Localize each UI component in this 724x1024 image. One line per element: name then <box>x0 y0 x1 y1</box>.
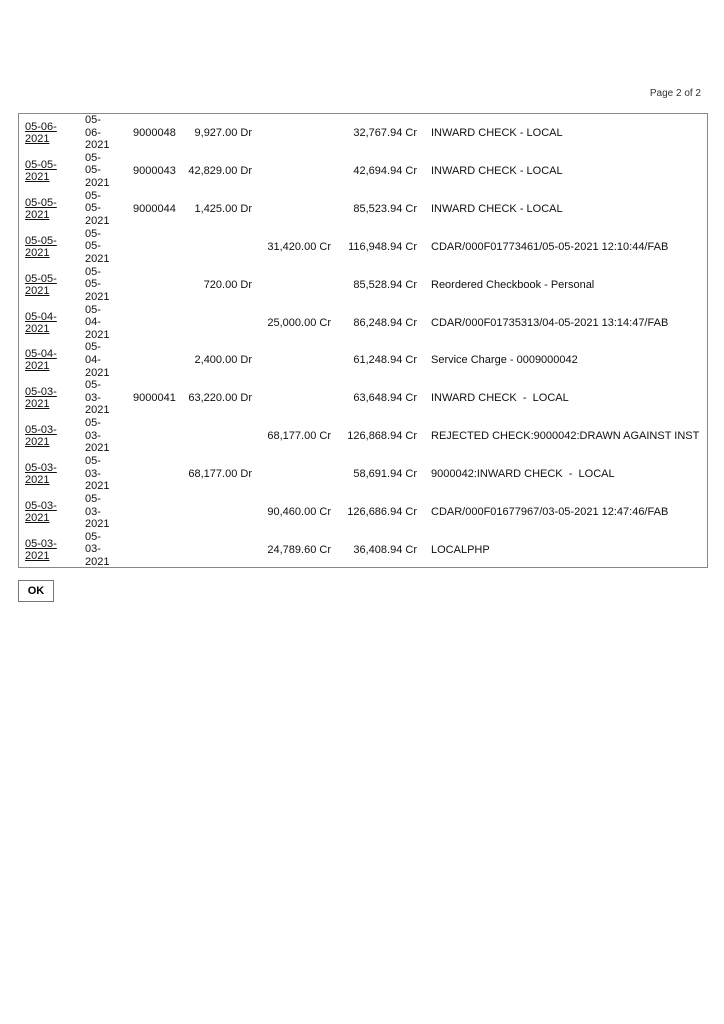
balance-amount: 42,694.94 Cr <box>353 164 417 177</box>
description: CDAR/000F01677967/03-05-2021 12:47:46/FAB <box>431 506 669 518</box>
balance-amount: 85,528.94 Cr <box>353 278 417 291</box>
description: Reordered Checkbook - Personal <box>431 278 595 291</box>
description: LOCALPHP <box>431 543 490 556</box>
table-row <box>19 228 707 266</box>
credit-amount: 31,420.00 Cr <box>267 240 331 253</box>
table-row <box>19 417 707 455</box>
description: 9000042:INWARD CHECK - LOCAL <box>431 468 615 481</box>
credit-amount: 24,789.60 Cr <box>267 543 331 556</box>
credit-amount: 68,177.00 Cr <box>267 430 331 443</box>
balance-amount: 126,868.94 Cr <box>347 430 417 443</box>
transaction-date-link[interactable]: 05-06- 2021 <box>25 121 57 145</box>
table-row <box>19 379 707 417</box>
transaction-date-link[interactable]: 05-03- 2021 <box>25 386 57 411</box>
table-row <box>19 190 707 228</box>
balance-amount: 32,767.94 Cr <box>353 127 417 139</box>
page-indicator: Page 2 of 2 <box>649 88 701 99</box>
description: REJECTED CHECK:9000042:DRAWN AGAINST INST <box>431 430 700 443</box>
description: CDAR/000F01735313/04-05-2021 13:14:47/FAB <box>431 316 669 329</box>
balance-amount: 85,523.94 Cr <box>353 202 417 215</box>
debit-amount: 42,829.00 Dr <box>188 164 252 177</box>
balance-amount: 86,248.94 Cr <box>353 316 417 329</box>
balance-amount: 63,648.94 Cr <box>353 392 417 405</box>
description: Service Charge - 0009000042 <box>431 354 578 367</box>
transactions-table <box>18 113 708 568</box>
table-row <box>19 531 707 569</box>
table-row <box>19 266 707 304</box>
value-date: 05- 05- 2021 <box>85 151 110 190</box>
value-date: 05- 03- 2021 <box>85 493 110 531</box>
value-date: 05- 05- 2021 <box>85 227 110 265</box>
transaction-date-link[interactable]: 05-03- 2021 <box>25 424 57 449</box>
transaction-date-link[interactable]: 05-05- 2021 <box>25 272 57 297</box>
description: INWARD CHECK - LOCAL <box>431 202 563 215</box>
table-row <box>19 341 707 379</box>
value-date: 05- 05- 2021 <box>85 189 110 227</box>
credit-amount: 90,460.00 Cr <box>267 506 331 518</box>
balance-amount: 126,686.94 Cr <box>347 506 417 518</box>
balance-amount: 58,691.94 Cr <box>353 468 417 481</box>
value-date: 05- 03- 2021 <box>85 455 110 493</box>
value-date: 05- 04- 2021 <box>85 341 110 379</box>
transaction-date-link[interactable]: 05-04- 2021 <box>25 310 57 335</box>
transaction-date-link[interactable]: 05-03- 2021 <box>25 500 57 524</box>
debit-amount: 1,425.00 Dr <box>194 202 252 215</box>
table-row <box>19 455 707 493</box>
cheque-number: 9000043 <box>133 164 176 177</box>
value-date: 05- 03- 2021 <box>85 379 110 417</box>
value-date: 05- 05- 2021 <box>85 265 110 303</box>
description: INWARD CHECK - LOCAL <box>431 164 563 177</box>
debit-amount: 2,400.00 Dr <box>194 354 252 367</box>
description: CDAR/000F01773461/05-05-2021 12:10:44/FAB <box>431 240 669 253</box>
value-date: 05- 04- 2021 <box>85 303 110 341</box>
debit-amount: 9,927.00 Dr <box>194 127 252 139</box>
debit-amount: 68,177.00 Dr <box>188 468 252 481</box>
description: INWARD CHECK - LOCAL <box>431 392 569 405</box>
debit-amount: 63,220.00 Dr <box>188 392 252 405</box>
transaction-date-link[interactable]: 05-04- 2021 <box>25 348 57 373</box>
transaction-date-link[interactable]: 05-03- 2021 <box>25 537 57 562</box>
transaction-date-link[interactable]: 05-05- 2021 <box>25 158 57 183</box>
table-row <box>19 114 707 152</box>
cheque-number: 9000041 <box>133 392 176 405</box>
table-row <box>19 493 707 531</box>
transaction-date-link[interactable]: 05-05- 2021 <box>25 196 57 221</box>
balance-amount: 116,948.94 Cr <box>348 240 417 253</box>
cheque-number: 9000044 <box>133 202 176 215</box>
transaction-date-link[interactable]: 05-03- 2021 <box>25 462 57 487</box>
value-date: 05- 06- 2021 <box>85 114 110 152</box>
credit-amount: 25,000.00 Cr <box>267 316 331 329</box>
table-row <box>19 152 707 190</box>
cheque-number: 9000048 <box>133 127 176 139</box>
transaction-date-link[interactable]: 05-05- 2021 <box>25 234 57 259</box>
value-date: 05- 03- 2021 <box>85 417 110 455</box>
value-date: 05- 03- 2021 <box>85 530 110 569</box>
table-row <box>19 304 707 342</box>
ok-button[interactable]: OK <box>18 580 54 602</box>
debit-amount: 720.00 Dr <box>203 278 252 291</box>
description: INWARD CHECK - LOCAL <box>431 127 563 139</box>
balance-amount: 36,408.94 Cr <box>353 543 417 556</box>
balance-amount: 61,248.94 Cr <box>353 354 417 367</box>
